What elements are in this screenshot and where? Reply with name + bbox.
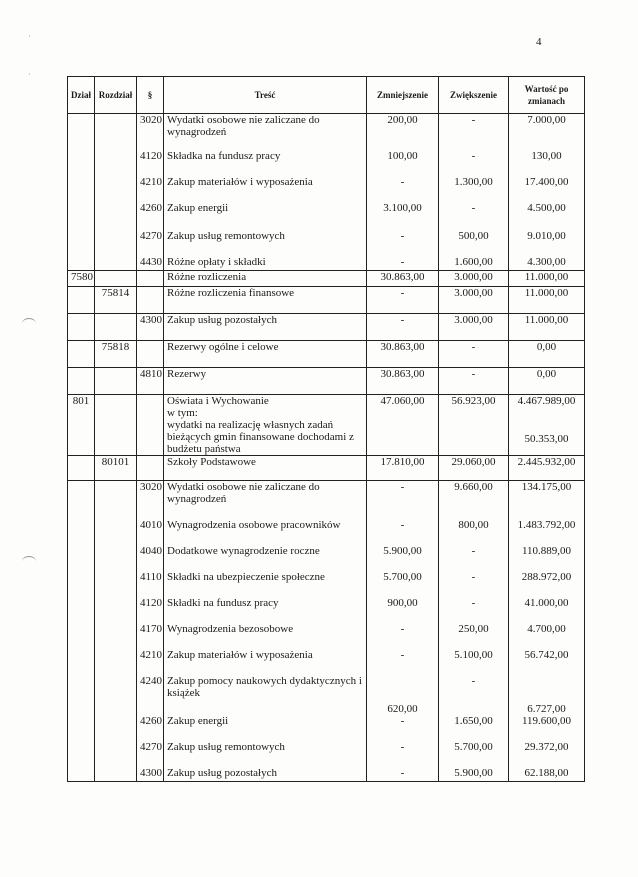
cell-zwiekszenie: - <box>439 341 509 368</box>
scan-mark <box>22 556 36 567</box>
cell-wartosc: 0,00 <box>509 368 585 395</box>
cell-zmniejszenie: - <box>367 314 439 341</box>
cell-zwiekszenie: 800,00 <box>439 519 509 545</box>
cell-wartosc: 4.300,00 <box>509 256 585 271</box>
cell-rozdzial <box>95 481 137 520</box>
table-row <box>68 597 585 623</box>
cell-tresc: Zakup energii <box>164 202 367 230</box>
cell-zwiekszenie: 29.060,00 <box>439 456 509 481</box>
cell-tresc: Zakup energii <box>164 715 367 741</box>
cell-rozdzial <box>95 519 137 545</box>
cell-paragraf <box>137 271 164 287</box>
cell-zmniejszenie: 100,00 <box>367 150 439 176</box>
cell-wartosc: 17.400,00 <box>509 176 585 202</box>
table-body-upper <box>68 114 585 395</box>
cell-zwiekszenie: 1.650,00 <box>439 715 509 741</box>
cell-zmniejszenie: - <box>367 519 439 545</box>
table-row <box>68 623 585 649</box>
table-row <box>68 519 585 545</box>
cell-tresc: Zakup usług remontowych <box>164 741 367 767</box>
oswiata-description: wydatki na realizację własnych zadań bieżących gmin finansowane dochodami z budżetu państwa <box>167 419 354 455</box>
header-dzial: Dział <box>68 77 95 114</box>
cell-tresc: Składka na fundusz pracy <box>164 150 367 176</box>
cell-rozdzial: 75818 <box>95 341 137 368</box>
table-row <box>68 230 585 256</box>
cell-dzial <box>68 623 95 649</box>
table-row <box>68 545 585 571</box>
cell-dzial <box>68 545 95 571</box>
cell-rozdzial <box>95 395 137 456</box>
cell-dzial <box>68 256 95 271</box>
cell-zmniejszenie: 17.810,00 <box>367 456 439 481</box>
cell-dzial <box>68 715 95 741</box>
cell-tresc: Zakup usług pozostałych <box>164 314 367 341</box>
table-row <box>68 741 585 767</box>
cell-paragraf <box>137 395 164 456</box>
cell-rozdzial <box>95 176 137 202</box>
cell-rozdzial <box>95 202 137 230</box>
cell-zmniejszenie: - <box>367 741 439 767</box>
table-row <box>68 715 585 741</box>
cell-paragraf: 4270 <box>137 741 164 767</box>
cell-dzial <box>68 150 95 176</box>
cell-dzial <box>68 176 95 202</box>
cell-zwiekszenie: 5.100,00 <box>439 649 509 675</box>
cell-dzial <box>68 456 95 481</box>
header-paragraf: § <box>137 77 164 114</box>
cell-zwiekszenie: 1.300,00 <box>439 176 509 202</box>
cell-paragraf: 4040 <box>137 545 164 571</box>
cell-tresc: Rezerwy ogólne i celowe <box>164 341 367 368</box>
budget-table <box>67 76 585 782</box>
cell-tresc <box>164 395 367 456</box>
table-row <box>68 314 585 341</box>
cell-zwiekszenie: - <box>439 545 509 571</box>
table-row <box>68 114 585 151</box>
cell-paragraf: 4260 <box>137 715 164 741</box>
cell-wartosc: 288.972,00 <box>509 571 585 597</box>
cell-tresc: Wydatki osobowe nie zaliczane do wynagrodzeń <box>164 481 367 520</box>
cell-dzial <box>68 368 95 395</box>
table-row <box>68 341 585 368</box>
cell-tresc: Różne opłaty i składki <box>164 256 367 271</box>
cell-paragraf: 4260 <box>137 202 164 230</box>
cell-paragraf: 3020 <box>137 481 164 520</box>
cell-zwiekszenie: - <box>439 675 509 715</box>
cell-dzial: 801 <box>68 395 95 456</box>
cell-wartosc: 134.175,00 <box>509 481 585 520</box>
cell-tresc: Różne rozliczenia finansowe <box>164 287 367 314</box>
table-row <box>68 202 585 230</box>
cell-wartosc: 7.000,00 <box>509 114 585 151</box>
cell-paragraf: 4810 <box>137 368 164 395</box>
cell-wartosc: 11.000,00 <box>509 287 585 314</box>
cell-wartosc <box>509 395 585 456</box>
cell-zmniejszenie: 900,00 <box>367 597 439 623</box>
table-row <box>68 675 585 715</box>
cell-tresc: Zakup materiałów i wyposażenia <box>164 649 367 675</box>
table-row <box>68 176 585 202</box>
cell-paragraf: 4170 <box>137 623 164 649</box>
oswiata-w-tym: w tym: <box>167 407 198 419</box>
table-row <box>68 271 585 287</box>
cell-paragraf <box>137 341 164 368</box>
cell-zwiekszenie: - <box>439 150 509 176</box>
cell-zmniejszenie: 200,00 <box>367 114 439 151</box>
cell-zmniejszenie: 47.060,00 <box>367 395 439 456</box>
cell-wartosc: 130,00 <box>509 150 585 176</box>
table-row <box>68 481 585 520</box>
table-body-lower <box>68 456 585 782</box>
cell-zmniejszenie: - <box>367 230 439 256</box>
cell-tresc: Różne rozliczenia <box>164 271 367 287</box>
cell-zwiekszenie: 5.900,00 <box>439 767 509 782</box>
cell-dzial: 7580 <box>68 271 95 287</box>
cell-paragraf: 4270 <box>137 230 164 256</box>
cell-dzial <box>68 597 95 623</box>
cell-tresc: Zakup pomocy naukowych dydaktycznych i książek <box>164 675 367 715</box>
header-zmniejszenie: Zmniejszenie <box>367 77 439 114</box>
cell-tresc: Rezerwy <box>164 368 367 395</box>
table-row <box>68 456 585 481</box>
cell-zwiekszenie: 1.600,00 <box>439 256 509 271</box>
cell-rozdzial <box>95 741 137 767</box>
cell-rozdzial <box>95 675 137 715</box>
cell-dzial <box>68 114 95 151</box>
cell-zwiekszenie: - <box>439 368 509 395</box>
cell-rozdzial <box>95 314 137 341</box>
cell-wartosc: 119.600,00 <box>509 715 585 741</box>
header-tresc: Treść <box>164 77 367 114</box>
cell-wartosc: 4.500,00 <box>509 202 585 230</box>
cell-dzial <box>68 287 95 314</box>
cell-zmniejszenie: - <box>367 481 439 520</box>
cell-paragraf: 4300 <box>137 767 164 782</box>
cell-tresc: Wynagrodzenia bezosobowe <box>164 623 367 649</box>
cell-dzial <box>68 675 95 715</box>
table-row <box>68 368 585 395</box>
cell-zmniejszenie: 620,00 <box>367 675 439 715</box>
header-zwiekszenie: Zwiększenie <box>439 77 509 114</box>
cell-rozdzial: 75814 <box>95 287 137 314</box>
cell-paragraf <box>137 287 164 314</box>
cell-zmniejszenie: - <box>367 649 439 675</box>
cell-wartosc: 41.000,00 <box>509 597 585 623</box>
cell-tresc: Zakup materiałów i wyposażenia <box>164 176 367 202</box>
cell-rozdzial <box>95 271 137 287</box>
cell-zmniejszenie: 5.900,00 <box>367 545 439 571</box>
oswiata-wartosc-w-tym: 50.353,00 <box>524 433 569 445</box>
cell-zwiekszenie: - <box>439 597 509 623</box>
cell-rozdzial <box>95 623 137 649</box>
cell-wartosc: 29.372,00 <box>509 741 585 767</box>
cell-wartosc: 62.188,00 <box>509 767 585 782</box>
scan-mark <box>22 318 36 329</box>
cell-zmniejszenie: 5.700,00 <box>367 571 439 597</box>
cell-zwiekszenie: 9.660,00 <box>439 481 509 520</box>
cell-dzial <box>68 202 95 230</box>
table-row <box>68 287 585 314</box>
page-number: 4 <box>536 36 542 48</box>
cell-zmniejszenie: 30.863,00 <box>367 271 439 287</box>
cell-dzial <box>68 481 95 520</box>
cell-dzial <box>68 741 95 767</box>
cell-rozdzial: 80101 <box>95 456 137 481</box>
cell-tresc: Składki na fundusz pracy <box>164 597 367 623</box>
cell-tresc: Zakup usług remontowych <box>164 230 367 256</box>
cell-wartosc: 11.000,00 <box>509 314 585 341</box>
cell-zwiekszenie: 3.000,00 <box>439 271 509 287</box>
cell-tresc: Dodatkowe wynagrodzenie roczne <box>164 545 367 571</box>
cell-wartosc: 2.445.932,00 <box>509 456 585 481</box>
cell-zwiekszenie: - <box>439 202 509 230</box>
cell-rozdzial <box>95 230 137 256</box>
table-row <box>68 150 585 176</box>
cell-dzial <box>68 571 95 597</box>
scan-speck: · <box>28 70 31 79</box>
cell-paragraf: 3020 <box>137 114 164 151</box>
cell-paragraf: 4120 <box>137 150 164 176</box>
cell-rozdzial <box>95 571 137 597</box>
cell-rozdzial <box>95 649 137 675</box>
cell-zmniejszenie: - <box>367 256 439 271</box>
cell-rozdzial <box>95 256 137 271</box>
cell-wartosc: 4.700,00 <box>509 623 585 649</box>
cell-zwiekszenie: 3.000,00 <box>439 314 509 341</box>
cell-rozdzial <box>95 150 137 176</box>
cell-tresc: Wynagrodzenia osobowe pracowników <box>164 519 367 545</box>
table-body-oswiata <box>68 395 585 456</box>
cell-dzial <box>68 519 95 545</box>
cell-paragraf: 4110 <box>137 571 164 597</box>
cell-zmniejszenie: - <box>367 287 439 314</box>
cell-wartosc: 11.000,00 <box>509 271 585 287</box>
cell-zmniejszenie: - <box>367 715 439 741</box>
cell-zmniejszenie: 3.100,00 <box>367 202 439 230</box>
table-row <box>68 649 585 675</box>
cell-tresc: Szkoły Podstawowe <box>164 456 367 481</box>
cell-wartosc: 6.727,00 <box>509 675 585 715</box>
cell-dzial <box>68 230 95 256</box>
cell-rozdzial <box>95 545 137 571</box>
cell-wartosc: 56.742,00 <box>509 649 585 675</box>
table-row-oswiata <box>68 395 585 456</box>
oswiata-wartosc: 4.467.989,00 <box>517 395 576 407</box>
scan-speck: · <box>28 32 31 41</box>
table-row <box>68 571 585 597</box>
cell-zmniejszenie: 30.863,00 <box>367 368 439 395</box>
cell-paragraf: 4430 <box>137 256 164 271</box>
cell-rozdzial <box>95 114 137 151</box>
cell-wartosc: 1.483.792,00 <box>509 519 585 545</box>
cell-dzial <box>68 341 95 368</box>
cell-zwiekszenie: 500,00 <box>439 230 509 256</box>
cell-zmniejszenie: - <box>367 767 439 782</box>
table-row <box>68 256 585 271</box>
header-wartosc: Wartość po zmianach <box>509 77 585 114</box>
cell-rozdzial <box>95 597 137 623</box>
cell-paragraf: 4120 <box>137 597 164 623</box>
header-row <box>68 77 585 114</box>
oswiata-title: Oświata i Wychowanie <box>167 395 269 407</box>
cell-tresc: Zakup usług pozostałych <box>164 767 367 782</box>
cell-rozdzial <box>95 767 137 782</box>
cell-zmniejszenie: - <box>367 623 439 649</box>
header-rozdzial: Rozdział <box>95 77 137 114</box>
cell-paragraf: 4010 <box>137 519 164 545</box>
cell-tresc: Składki na ubezpieczenie społeczne <box>164 571 367 597</box>
cell-zwiekszenie: 56.923,00 <box>439 395 509 456</box>
cell-wartosc: 0,00 <box>509 341 585 368</box>
cell-rozdzial <box>95 368 137 395</box>
cell-zmniejszenie: 30.863,00 <box>367 341 439 368</box>
cell-zmniejszenie: - <box>367 176 439 202</box>
cell-zwiekszenie: 5.700,00 <box>439 741 509 767</box>
cell-zwiekszenie: - <box>439 114 509 151</box>
cell-wartosc: 110.889,00 <box>509 545 585 571</box>
cell-dzial <box>68 767 95 782</box>
cell-wartosc: 9.010,00 <box>509 230 585 256</box>
cell-rozdzial <box>95 715 137 741</box>
cell-zwiekszenie: 250,00 <box>439 623 509 649</box>
cell-dzial <box>68 314 95 341</box>
cell-paragraf <box>137 456 164 481</box>
cell-paragraf: 4240 <box>137 675 164 715</box>
cell-dzial <box>68 649 95 675</box>
cell-zwiekszenie: - <box>439 571 509 597</box>
cell-tresc: Wydatki osobowe nie zaliczane do wynagrodzeń <box>164 114 367 151</box>
cell-paragraf: 4210 <box>137 649 164 675</box>
cell-zwiekszenie: 3.000,00 <box>439 287 509 314</box>
table-row <box>68 767 585 782</box>
cell-paragraf: 4210 <box>137 176 164 202</box>
cell-paragraf: 4300 <box>137 314 164 341</box>
